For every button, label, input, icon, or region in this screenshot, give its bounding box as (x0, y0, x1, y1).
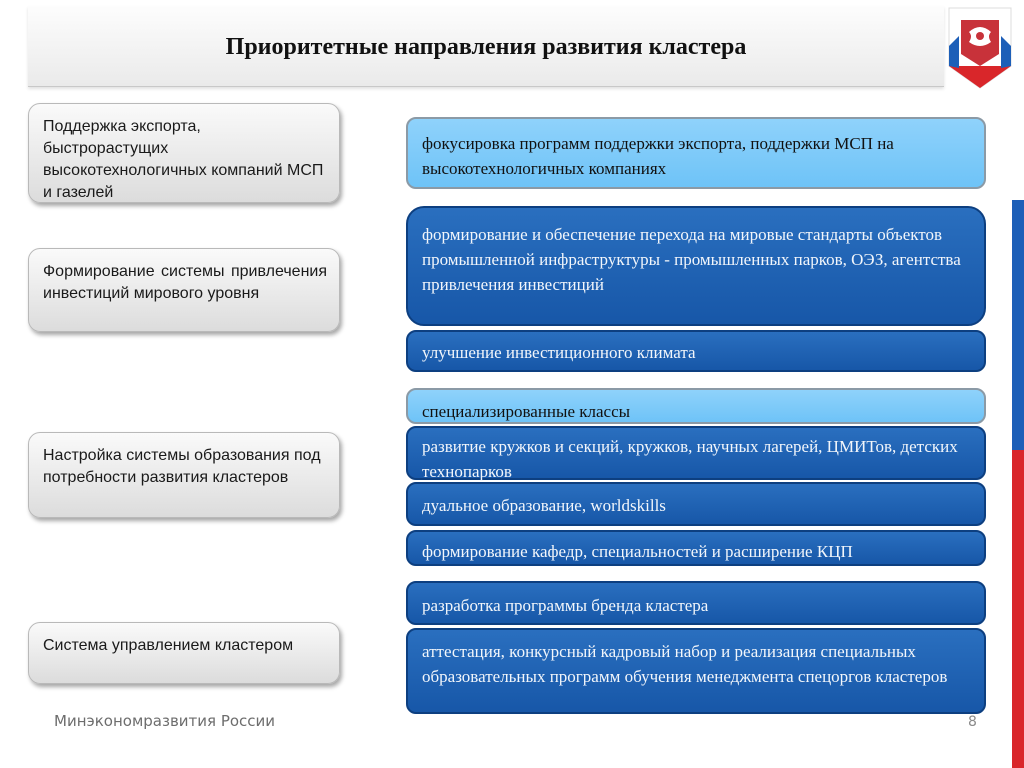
right-item-text: формирование кафедр, специальностей и расширение КЦП (422, 542, 853, 561)
left-item-text: Настройка системы образования под потребности развития кластеров (43, 447, 321, 486)
flag-strip (1012, 100, 1024, 768)
right-item-specialized-classes (406, 388, 986, 424)
left-item-education-system (28, 432, 340, 518)
right-item-brand-program (406, 581, 986, 625)
left-item-text: Поддержка экспорта, быстрорастущих высокотехнологичных компаний МСП и газелей (43, 118, 324, 201)
right-item-text: дуальное образование, worldskills (422, 496, 666, 515)
right-item-infrastructure-standards (406, 206, 986, 326)
right-item-attestation (406, 628, 986, 714)
right-item-dual-education (406, 482, 986, 526)
left-item-export-support (28, 103, 340, 203)
slide-title: Приоритетные направления развития кластера (225, 34, 747, 60)
right-item-text: формирование и обеспечение перехода на мировые стандарты объектов промышленной инфраструктуры - промышленных парков, ОЭЗ, агентства привлечения инвестиций (422, 225, 961, 294)
right-item-text: фокусировка программ поддержки экспорта, поддержки МСП на высокотехнологичных компаниях (422, 134, 894, 178)
left-item-text: Система управлением кластером (43, 637, 294, 654)
page-number: 8 (968, 714, 977, 730)
russian-emblem-icon (947, 6, 1013, 90)
right-item-text: разработка программы бренда кластера (422, 596, 709, 615)
left-item-cluster-management (28, 622, 340, 684)
right-item-departments (406, 530, 986, 566)
right-item-text: специализированные классы (422, 402, 631, 421)
right-item-text: улучшение инвестиционного климата (422, 343, 696, 362)
right-item-text: аттестация, конкурсный кадровый набор и реализация специальных образовательных программ обучения менеджмента спецоргов кластеров (422, 642, 948, 686)
left-item-investment-system (28, 248, 340, 332)
footer-organization: Минэкономразвития России (54, 712, 276, 730)
right-item-clubs-technoparks (406, 426, 986, 480)
left-item-text: Формирование системы привлечения инвестиций мирового уровня (43, 263, 327, 302)
right-item-export-focus (406, 117, 986, 189)
title-bar (28, 6, 944, 87)
right-item-investment-climate (406, 330, 986, 372)
right-item-text: развитие кружков и секций, кружков, научных лагерей, ЦМИТов, детских технопарков (422, 437, 958, 481)
